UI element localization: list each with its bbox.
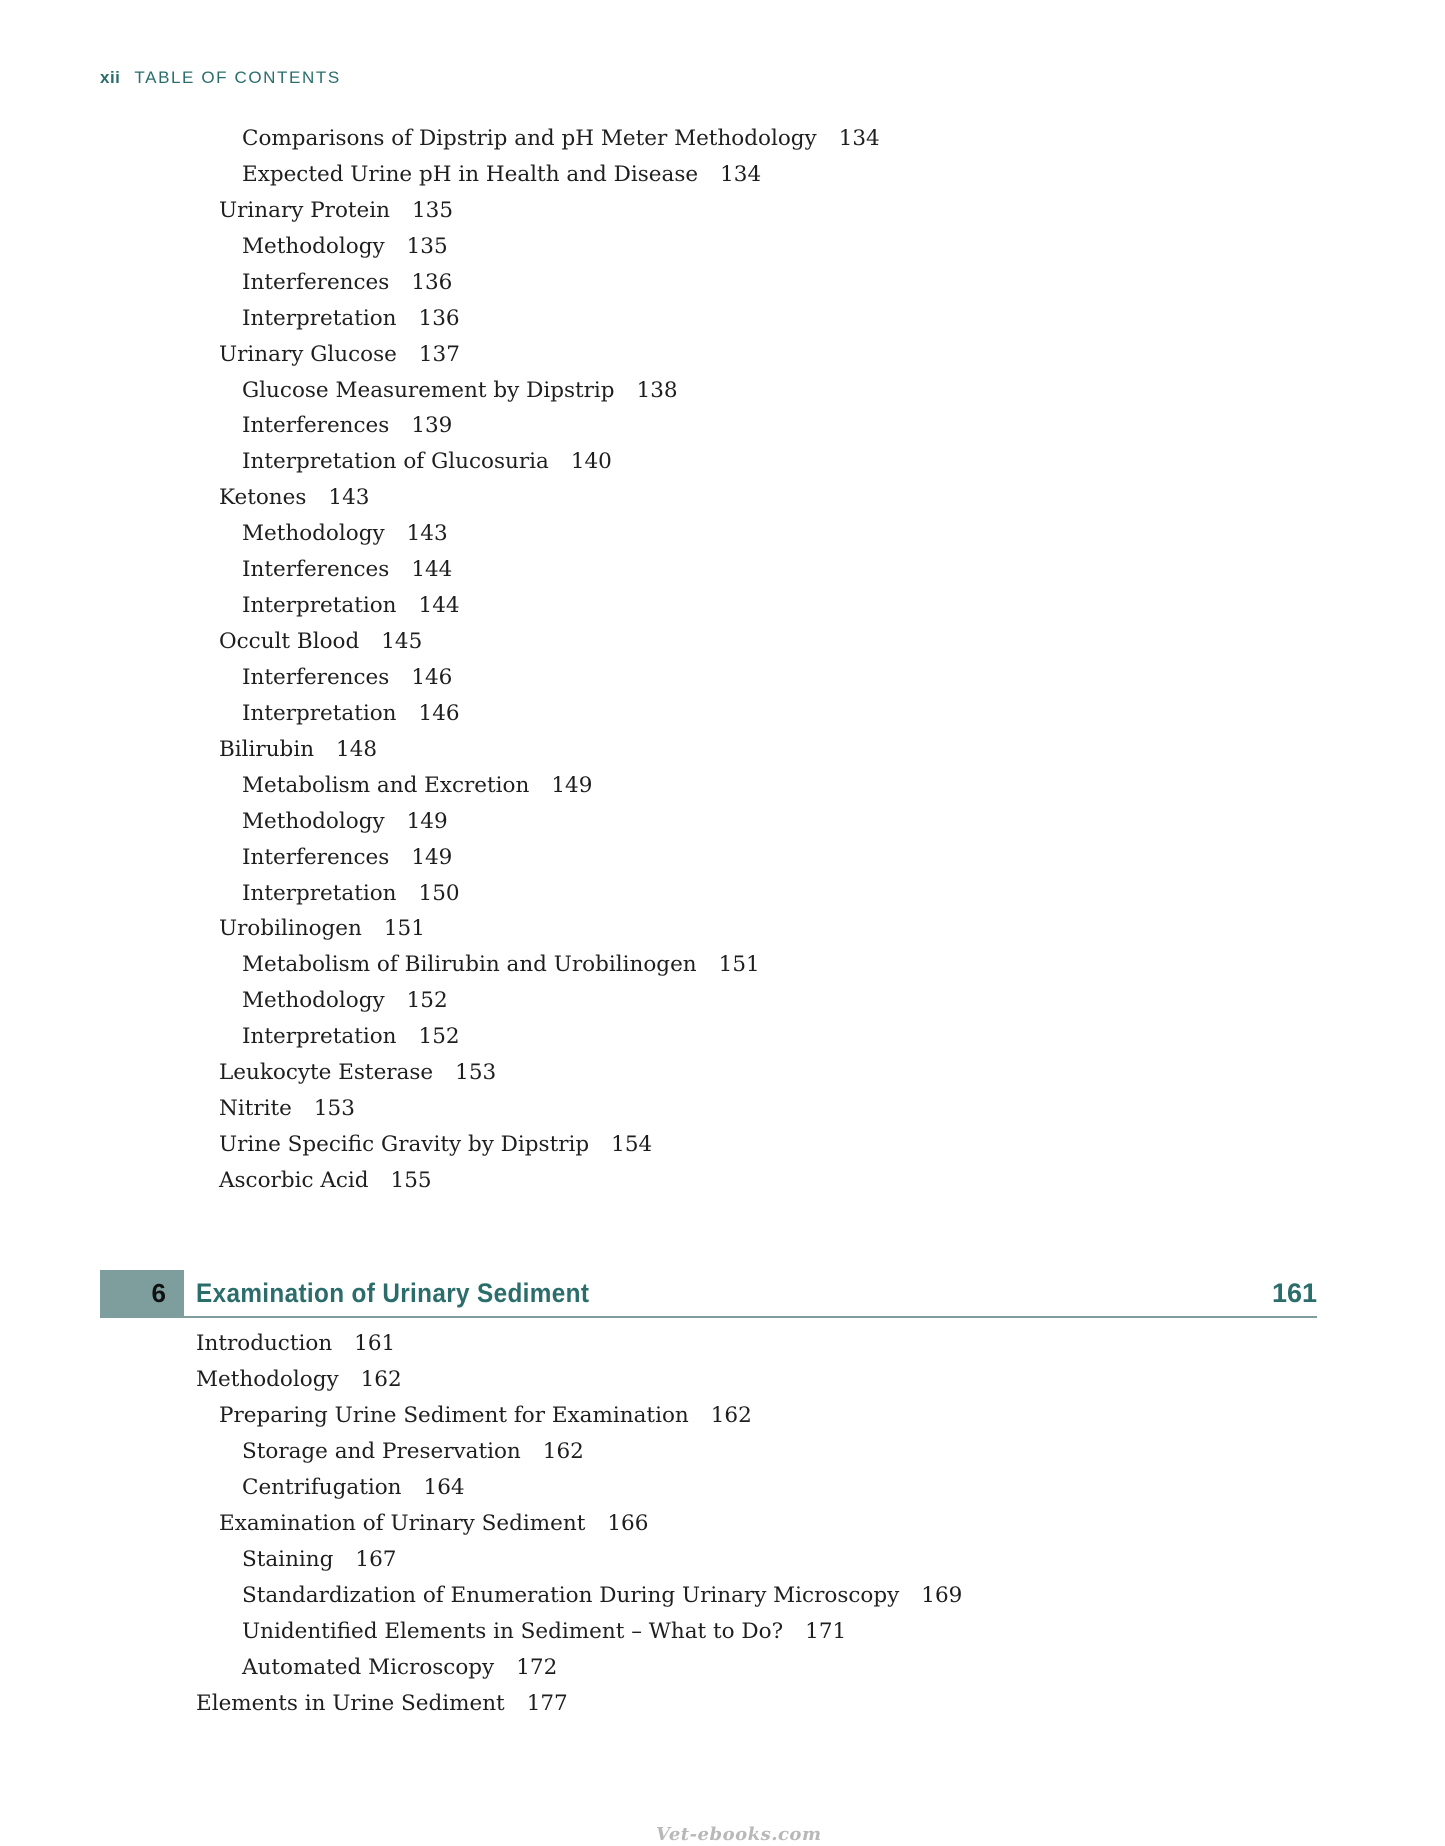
toc-entry[interactable] (242, 950, 760, 980)
toc-entry-page: 135 (406, 233, 448, 259)
toc-entry-title: Unidentified Elements in Sediment – What to Do? (242, 1619, 784, 1644)
page-folio: xii (100, 68, 121, 87)
toc-entry-title: Glucose Measurement by Dipstrip (242, 377, 615, 403)
toc-entry[interactable] (219, 914, 425, 944)
toc-entry-page: 139 (411, 413, 453, 439)
toc-entry-page: 138 (636, 377, 678, 403)
toc-entry-page: 140 (570, 449, 612, 475)
toc-entry[interactable] (242, 1545, 396, 1575)
toc-entry-title: Nitrite (219, 1096, 292, 1122)
toc-entry[interactable] (196, 1365, 402, 1395)
toc-entry-title: Staining (242, 1547, 334, 1572)
watermark-logo: Vet-ebooks.com (656, 1824, 822, 1845)
toc-entry[interactable] (242, 304, 460, 334)
toc-entry-page: 161 (354, 1331, 396, 1356)
toc-entry-title: Elements in Urine Sediment (196, 1691, 505, 1716)
toc-entry-page: 166 (607, 1511, 649, 1536)
toc-entry-page: 143 (406, 521, 448, 547)
chapter-number: 6 (151, 1278, 166, 1308)
chapter-title[interactable]: Examination of Urinary Sediment (196, 1278, 590, 1308)
toc-entry-page: 136 (411, 269, 453, 295)
toc-entry-title: Metabolism of Bilirubin and Urobilinogen (242, 952, 697, 978)
toc-entry[interactable] (242, 843, 452, 873)
toc-entry-title: Interpretation of Glucosuria (242, 449, 549, 475)
toc-entry[interactable] (219, 1509, 648, 1539)
toc-entry-page: 152 (418, 1024, 460, 1050)
toc-entry-page: 145 (381, 629, 423, 655)
toc-entry[interactable] (219, 627, 422, 657)
toc-entry-page: 144 (418, 593, 460, 619)
toc-entry-page: 146 (418, 700, 460, 726)
toc-entry[interactable] (242, 411, 452, 441)
toc-entry[interactable] (242, 268, 452, 298)
toc-entry-title: Centrifugation (242, 1475, 402, 1500)
toc-entry-title: Methodology (242, 233, 385, 259)
toc-entry-page: 151 (718, 952, 760, 978)
toc-entry[interactable] (242, 124, 880, 154)
toc-entry-page: 144 (411, 557, 453, 583)
toc-entry[interactable] (219, 1058, 496, 1088)
toc-entry[interactable] (242, 1581, 962, 1611)
toc-entry-title: Comparisons of Dipstrip and pH Meter Methodology (242, 126, 817, 151)
running-head-title: TABLE OF CONTENTS (134, 68, 341, 87)
toc-entry[interactable] (242, 663, 452, 693)
toc-entry-page: 164 (423, 1475, 465, 1500)
toc-entry-title: Interpretation (242, 305, 397, 331)
toc-entry-page: 153 (313, 1096, 355, 1122)
toc-entry-title: Urine Specific Gravity by Dipstrip (219, 1132, 590, 1158)
toc-entry-page: 153 (455, 1060, 497, 1086)
toc-entry-title: Interpretation (242, 1024, 397, 1050)
toc-entry[interactable] (196, 1329, 395, 1359)
toc-entry-page: 151 (383, 916, 425, 942)
toc-entry-page: 167 (355, 1547, 397, 1572)
toc-entry-title: Leukocyte Esterase (219, 1060, 434, 1086)
toc-entry-title: Urinary Glucose (219, 341, 397, 367)
toc-entry-title: Interferences (242, 557, 390, 583)
toc-entry-title: Standardization of Enumeration During Urinary Microscopy (242, 1583, 900, 1608)
toc-entry-title: Methodology (242, 808, 385, 834)
toc-entry-title: Bilirubin (219, 736, 315, 762)
toc-entry-title: Interpretation (242, 593, 397, 619)
toc-entry-title: Interpretation (242, 700, 397, 726)
toc-entry-page: 149 (411, 844, 453, 870)
toc-entry-page: 148 (336, 736, 378, 762)
toc-entry[interactable] (242, 555, 452, 585)
toc-entry[interactable] (242, 771, 592, 801)
toc-entry[interactable] (219, 196, 453, 226)
toc-entry-page: 146 (411, 664, 453, 690)
toc-entry-title: Interpretation (242, 880, 397, 906)
toc-entry[interactable] (219, 1130, 652, 1160)
toc-entry-page: 152 (406, 988, 448, 1014)
toc-entry-page: 149 (406, 808, 448, 834)
toc-entry[interactable] (219, 1166, 432, 1196)
running-head (100, 68, 341, 88)
toc-entry-page: 134 (838, 126, 880, 151)
toc-entry-title: Interferences (242, 664, 390, 690)
toc-entry[interactable] (242, 699, 460, 729)
toc-entry[interactable] (242, 376, 678, 406)
toc-entry-page: 162 (542, 1439, 584, 1464)
toc-entry[interactable] (242, 232, 448, 262)
toc-entry-page: 162 (360, 1367, 402, 1392)
toc-entry-page: 135 (411, 197, 454, 223)
toc-entry[interactable] (242, 1653, 557, 1683)
toc-entry-page: 149 (551, 772, 593, 798)
toc-entry[interactable] (242, 879, 460, 909)
toc-entry-page: 134 (720, 161, 762, 187)
toc-entry-page: 169 (921, 1583, 963, 1608)
toc-entry-title: Methodology (242, 988, 385, 1014)
toc-entry-title: Interferences (242, 844, 390, 870)
toc-entry-page: 137 (418, 341, 460, 367)
toc-entry[interactable] (242, 1617, 846, 1647)
toc-entry[interactable] (219, 1401, 752, 1431)
toc-entry-title: Ascorbic Acid (219, 1167, 369, 1193)
toc-entry[interactable] (196, 1689, 568, 1719)
toc-entry-title: Ketones (219, 485, 307, 511)
toc-entry[interactable] (219, 483, 369, 513)
toc-entry-title: Methodology (242, 521, 385, 547)
toc-entry-title: Urinary Protein (219, 197, 390, 223)
toc-entry-page: 143 (328, 485, 370, 511)
toc-entry-title: Urobilinogen (219, 916, 362, 942)
chapter-rule (184, 1316, 1317, 1318)
toc-entry[interactable] (219, 1094, 355, 1124)
toc-entry-page: 172 (516, 1655, 558, 1680)
toc-entry[interactable] (219, 735, 377, 765)
toc-entry-title: Automated Microscopy (242, 1655, 495, 1680)
chapter-heading[interactable] (100, 1270, 1317, 1318)
toc-entry-page: 155 (390, 1167, 432, 1193)
toc-entry-title: Methodology (196, 1367, 339, 1392)
toc-entry-page: 150 (418, 880, 460, 906)
toc-entry-page: 177 (526, 1691, 568, 1716)
toc-entry[interactable] (242, 160, 761, 190)
toc-entry-title: Expected Urine pH in Health and Disease (242, 161, 699, 187)
toc-entry-title: Metabolism and Excretion (242, 772, 530, 798)
toc-entry[interactable] (219, 340, 460, 370)
toc-entry[interactable] (242, 1473, 465, 1503)
toc-entry[interactable] (242, 591, 460, 621)
toc-entry[interactable] (242, 447, 612, 477)
toc-entry-page: 154 (611, 1132, 653, 1158)
toc-entry-page: 136 (418, 305, 460, 331)
toc-entry-title: Interferences (242, 269, 390, 295)
toc-entry-page: 171 (805, 1619, 847, 1644)
chapter-number-box (100, 1270, 184, 1318)
toc-entry-title: Occult Blood (219, 629, 360, 655)
toc-entry[interactable] (242, 519, 448, 549)
toc-entry[interactable] (242, 986, 448, 1016)
toc-entry[interactable] (242, 1437, 584, 1467)
toc-entry-title: Interferences (242, 413, 390, 439)
toc-entry-title: Examination of Urinary Sediment (219, 1511, 586, 1536)
toc-entry[interactable] (242, 807, 448, 837)
toc-entry-title: Preparing Urine Sediment for Examination (219, 1403, 689, 1428)
toc-entry-page: 162 (710, 1403, 752, 1428)
toc-entry[interactable] (242, 1022, 460, 1052)
toc-entry-title: Introduction (196, 1331, 333, 1356)
toc-entry-title: Storage and Preservation (242, 1439, 521, 1464)
chapter-page-number: 161 (1271, 1278, 1317, 1308)
